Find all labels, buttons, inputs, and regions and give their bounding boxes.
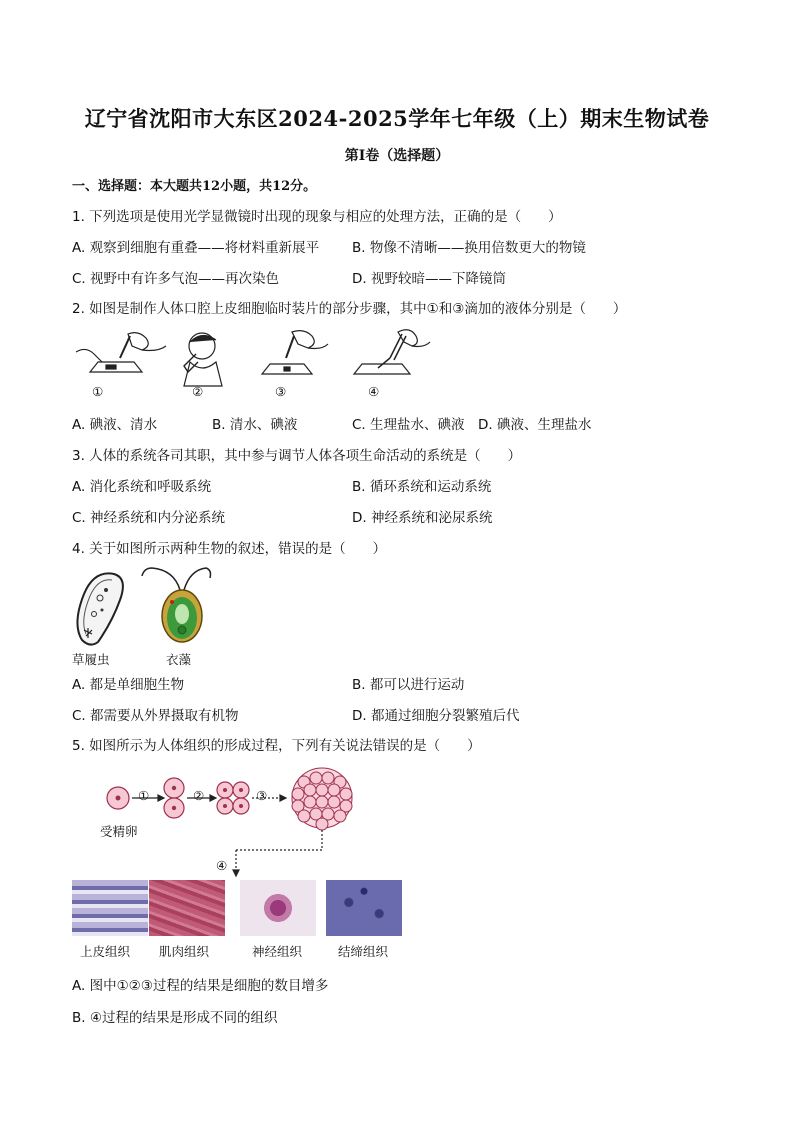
page-subtitle: 第I卷（选择题） (344, 148, 450, 164)
chlamydomonas-illustration (142, 568, 211, 642)
question-2-option-d: D. 碘液、生理盐水 (478, 417, 592, 433)
question-2-option-b: B. 清水、碘液 (212, 417, 298, 433)
fertilized-egg-label: 受精卵 (100, 824, 138, 839)
question-4-option-c: C. 都需要从外界摄取有机物 (72, 708, 239, 724)
nerve-tissue-image (240, 880, 316, 936)
question-1-stem: 1. 下列选项是使用光学显微镜时出现的现象与相应的处理方法，正确的是（ ） (72, 209, 562, 225)
question-4-stem: 4. 关于如图所示两种生物的叙述，错误的是（ ） (72, 541, 387, 557)
chlamydomonas-label: 衣藻 (166, 652, 192, 667)
process-label-1: ① (138, 788, 150, 803)
paramecium-label: 草履虫 (72, 652, 110, 667)
step-label-4: ④ (368, 384, 380, 399)
question-3-stem: 3. 人体的系统各司其职，其中参与调节人体各项生命活动的系统是（ ） (72, 448, 522, 464)
question-3-option-c: C. 神经系统和内分泌系统 (72, 510, 226, 526)
question-1-option-d: D. 视野较暗——下降镜筒 (352, 271, 506, 287)
question-5-option-a: A. 图中①②③过程的结果是细胞的数目增多 (72, 978, 329, 994)
process-label-4: ④ (216, 858, 228, 873)
question-5-option-b: B. ④过程的结果是形成不同的组织 (72, 1010, 278, 1026)
question-3-option-a: A. 消化系统和呼吸系统 (72, 479, 212, 495)
muscle-tissue-image (149, 880, 225, 936)
question-4-option-d: D. 都通过细胞分裂繁殖后代 (352, 708, 520, 724)
tissue-label-connective: 结缔组织 (338, 944, 389, 959)
question-3-option-b: B. 循环系统和运动系统 (352, 479, 492, 495)
epithelial-tissue-image (72, 880, 148, 936)
tissue-label-nerve: 神经组织 (252, 944, 303, 959)
question-1-option-a: A. 观察到细胞有重叠——将材料重新展平 (72, 240, 320, 256)
question-1-option-b: B. 物像不清晰——换用倍数更大的物镜 (352, 240, 586, 256)
question-5-stem: 5. 如图所示为人体组织的形成过程，下列有关说法错误的是（ ） (72, 738, 481, 754)
organisms-figure (72, 564, 222, 648)
step-label-3: ③ (275, 384, 287, 399)
process-label-3: ③ (256, 788, 268, 803)
question-2-stem: 2. 如图是制作人体口腔上皮细胞临时装片的部分步骤，其中①和③滴加的液体分别是（ ） (72, 301, 627, 317)
tissue-label-muscle: 肌肉组织 (159, 944, 210, 959)
step-label-2: ② (192, 384, 204, 399)
question-1-option-c: C. 视野中有许多气泡——再次染色 (72, 271, 280, 287)
question-4-option-a: A. 都是单细胞生物 (72, 677, 185, 693)
page-title: 辽宁省沈阳市大东区2024-2025学年七年级（上）期末生物试卷 (84, 106, 710, 131)
process-label-2: ② (193, 788, 205, 803)
question-2-option-c: C. 生理盐水、碘液 (352, 417, 465, 433)
question-4-option-b: B. 都可以进行运动 (352, 677, 465, 693)
connective-tissue-image (326, 880, 402, 936)
tissue-label-epithelial: 上皮组织 (80, 944, 131, 959)
paramecium-illustration (77, 573, 122, 644)
question-2-option-a: A. 碘液、清水 (72, 417, 158, 433)
section-heading: 一、选择题：本大题共12小题，共12分。 (72, 179, 317, 194)
step-label-1: ① (92, 384, 104, 399)
question-3-option-d: D. 神经系统和泌尿系统 (352, 510, 493, 526)
